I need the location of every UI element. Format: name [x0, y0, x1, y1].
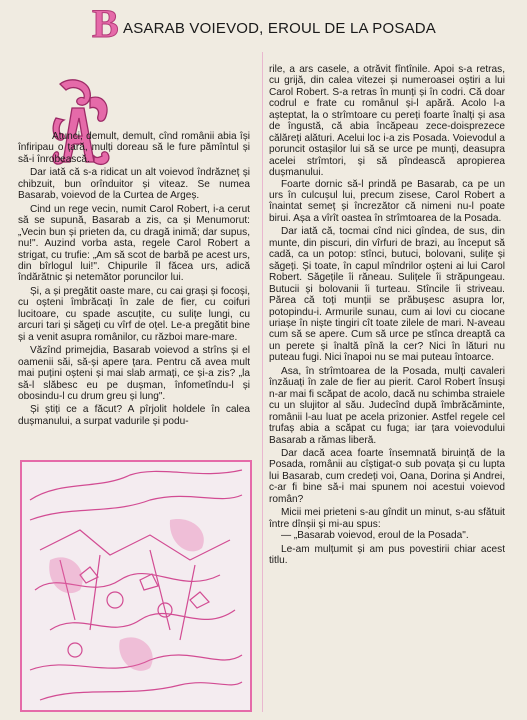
paragraph: Dar iată că, tocmai cînd nici gîndea, de sus, din munte, din piscuri, din vîrfuri de brazi, au început să cadă, ca un potop: stînci, butuci, bolovani, sulițe și săgeți. Și toate, în capul mîndrilor oșteni ai lui Carol Robert. Săgețile îi răneau. Sulițele îi străpungeau. Butucii și bolovanii îi turteau. Stîncile îi striveau. Părea că toți munții se prăbușesc asupra lor, potopindu-i. Armurile sunau, cum ai lovi cu ciocane uriașe în niște tingiri cît toate zilele de mari. N-aveau cum să se apere. Cum să urce pe stînca dreaptă ca un perete și înaltă pînă la cer? Nici în lături nu puteau fugi. Nici înapoi nu se mai puteau întoarce.	[269, 226, 505, 364]
paragraph: Foarte dornic să-l prindă pe Basarab, ca pe un urs în culcușul lui, precum zisese, Carol Robert a înaintat semeț și încrezător că nimeni nu-l poate birui. Așa a vîrît oastea în strîmtoarea de la Posada.	[269, 178, 505, 224]
paragraph: Și știți ce a făcut? A pîrjolit holdele în calea dușmanului, a surpat vadurile și podu-	[18, 404, 250, 427]
left-column	[18, 131, 250, 427]
paragraph: Atunci, demult, demult, cînd românii abia își înfiripau o țară, mulți doreau să le fure pămîntul și să-i înrobească.	[18, 131, 250, 165]
paragraph: Asa, în strîmtoarea de la Posada, mulți cavaleri înzăuați în zale de fier au pierit. Carol Robert însuși n-ar mai fi scăpat de acolo, dacă nu schimba straiele cu un slujitor al său. Judecînd după îmbrăcăminte, românii l-au luat pe acela prizonier. Astfel regele cel trufaș abia a scăpat cu fuga; iar țara voievodului Basarab a rămas liberă.	[269, 365, 505, 446]
battle-illustration	[20, 460, 252, 712]
paragraph: Văzînd primejdia, Basarab voievod a strîns și el oamenii săi, să-și apere țara. Pentru că avea mult mai puțini oșteni și mai slab armați, ce și-a zis? „la să-l slăbesc eu pe dușman, înfometîndu-l și obosindu-l cu drum greu și lung".	[18, 345, 250, 402]
paragraph: Dar dacă acea foarte însemnată biruință de la Posada, românii au cîștigat-o sub povața și cu lupta lui Basarab, cum credeți voi, Oana, Dorina și Andrei, c-ar fi bine să-i mai spunem noi acestui voievod român?	[269, 447, 505, 505]
story-title	[92, 1, 522, 46]
paragraph: Le-am mulțumit și am pus povestirii chiar acest titlu.	[269, 543, 505, 567]
paragraph: Micii mei prieteni s-au gîndit un minut, s-au sfătuit între dînșii și mi-au spus:	[269, 507, 505, 530]
title-text: ASARAB VOIEVOD, EROUL DE LA POSADA	[123, 20, 437, 37]
paragraph: — „Basarab voievod, eroul de la Posada".	[281, 530, 469, 542]
paragraph: Cind un rege vecin, numit Carol Robert, i-a cerut să se supună, Basarab a zis, ca și Menumorut: „Vecin bun și prieten da, cu dragă inimă; dar supus, nu!". Auzind vorba asta, regele Carol Robert a strigat, cu trufie: „Am să scot de barbă pe acest urs, din bîrlogul lui!". Chipurile îl făcea urs, adică îndărătnic și netemător poruncilor lui.	[18, 203, 250, 284]
paragraph: Dar iată că s-a ridicat un alt voievod îndrăzneț și chibzuit, bun orînduitor și viteaz. Se numea Basarab, voievod de la Curtea de Argeș.	[18, 167, 250, 202]
right-column	[269, 64, 505, 566]
paragraph: rile, a ars casele, a otrăvit fîntînile. Apoi s-a retras, cu grijă, din calea vitezei și numeroasei oștiri a lui Carol Robert. S-a retras în munți și în codri. Că doar codrul e frate cu românul și-l apără. Acolo l-a așteptat, la o strîmtoare cu pereți foarte înalți și asa de îngustă, că abia încăpeau zece-doisprezece călăreți alături. Acelui loc i-a zis Posada. Voievodul a poruncit ostașilor lui să se urce pe munți, deasupra acelei strîmtori, și să pîndească apropierea dușmanului.	[269, 64, 505, 179]
column-divider	[262, 52, 263, 712]
title-initial: B	[92, 1, 119, 46]
paragraph: Și, a și pregătit oaste mare, cu cai grași și focoși, cu oșteni îmbrăcați în zale de fier, cu coifuri lucitoare, cu spade ascuțite, cu sulițe lungi, cu arcuri tari și săgeți cu vîrf de oțel. Le-a pregătit bine și a venit asupra românilor, cu război mare-mare.	[18, 285, 250, 343]
